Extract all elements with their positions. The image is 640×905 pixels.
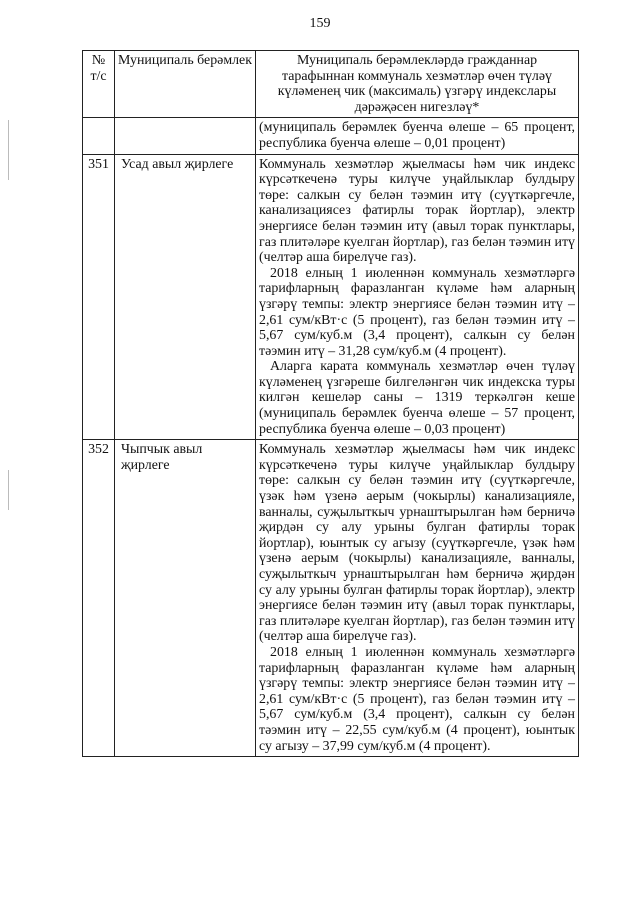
page-number: 159 (309, 16, 331, 31)
scan-edge-mark (8, 120, 9, 180)
table-row (83, 440, 579, 757)
header-index: Муниципаль берәмлекләрдә гражданнар тарафыннан коммуналь хезмәтләр өчен түләү күләменең чик (максималь) үзгәрү индекслары дәрәҗәсен нигезләү* (256, 51, 579, 118)
scan-edge-mark (8, 470, 9, 510)
paragraph: Коммуналь хезмәтләр җыелмасы һәм чик индекс күрсәткеченә туры килүче уңайлыклар булдыру төре: салкын су белән тәэмин итү (суүткәргечле, канализациясез фатирлы торак йортлар), электр энергиясе белән тәэмин итү (авыл торак пунктлары, газ плитәләре куелган йортлар), газ белән тәэмин итү (челтәр аша бирелүче газ). (259, 156, 575, 266)
table-header-row (83, 51, 579, 118)
tariff-index-table (82, 50, 579, 757)
row-number: 352 (83, 440, 115, 757)
header-number: № т/с (83, 51, 115, 118)
municipality-name: Чыпчык авыл җирлеге (115, 440, 256, 757)
paragraph: Аларга карата коммуналь хезмәтләр өчен түләү күләменең үзгәреше билгеләнгән чик индекска туры килгән кешеләр саны – 1319 теркәлгән кеше (муниципаль берәмлек буенча өлеше – 57 процент, республика буенча өлеше – 0,03 процент) (259, 359, 575, 437)
paragraph: 2018 елның 1 июленнән коммуналь хезмәтләргә тарифларның фаразланган күләме һәм аларның үзгәрү темпы: электр энергиясе белән тәэмин итү – 2,61 сум/кВт·с (5 процент), газ белән тәэмин итү – 5,67 сум/куб.м (3,4 процент), салкын су белән тәэмин итү – 31,28 сум/куб.м (4 процент). (259, 265, 575, 359)
table-row (83, 154, 579, 440)
index-justification (256, 154, 579, 440)
table-row-continuation (83, 118, 579, 154)
continuation-text: (муниципаль берәмлек буенча өлеше – 65 процент, республика буенча өлеше – 0,01 процент) (256, 118, 579, 154)
row-number: 351 (83, 154, 115, 440)
index-justification (256, 440, 579, 757)
paragraph: 2018 елның 1 июленнән коммуналь хезмәтләргә тарифларның фаразланган күләме һәм аларның үзгәрү темпы: электр энергиясе белән тәэмин итү – 2,61 сум/кВт·с (5 процент), газ белән тәэмин итү – 5,67 сум/куб.м (3,4 процент), салкын су белән тәэмин итү – 22,55 сум/куб.м (4 процент), юынтык су агызу – 37,99 сум/куб.м (4 процент). (259, 644, 575, 754)
municipality-name: Усад авыл җирлеге (115, 154, 256, 440)
header-municipality: Муниципаль берәмлек (115, 51, 256, 118)
paragraph: Коммуналь хезмәтләр җыелмасы һәм чик индекс күрсәткеченә туры килүче уңайлыклар булдыру төре: салкын су белән тәэмин итү (суүткәргечле, үзәк һәм үзенә аерым (чокырлы) канализацияле, ванналы, суҗылыткыч урнаштырылган һәм берничә җирдән су алу урыны булган фатирлы торак йортлар), юынтык су агызу (суүткәргечле, үзәк һәм үзенә аерым (чокырлы) канализацияле, ванналы, суҗылыткыч урнаштырылган һәм берничә җирдән су алу урыны булган фатирлы торак йортлар), электр энергиясе белән тәэмин итү (авыл торак пунктлары, газ плитәләре куелган йортлар), газ белән тәэмин итү (челтәр аша бирелүче газ). (259, 442, 575, 645)
